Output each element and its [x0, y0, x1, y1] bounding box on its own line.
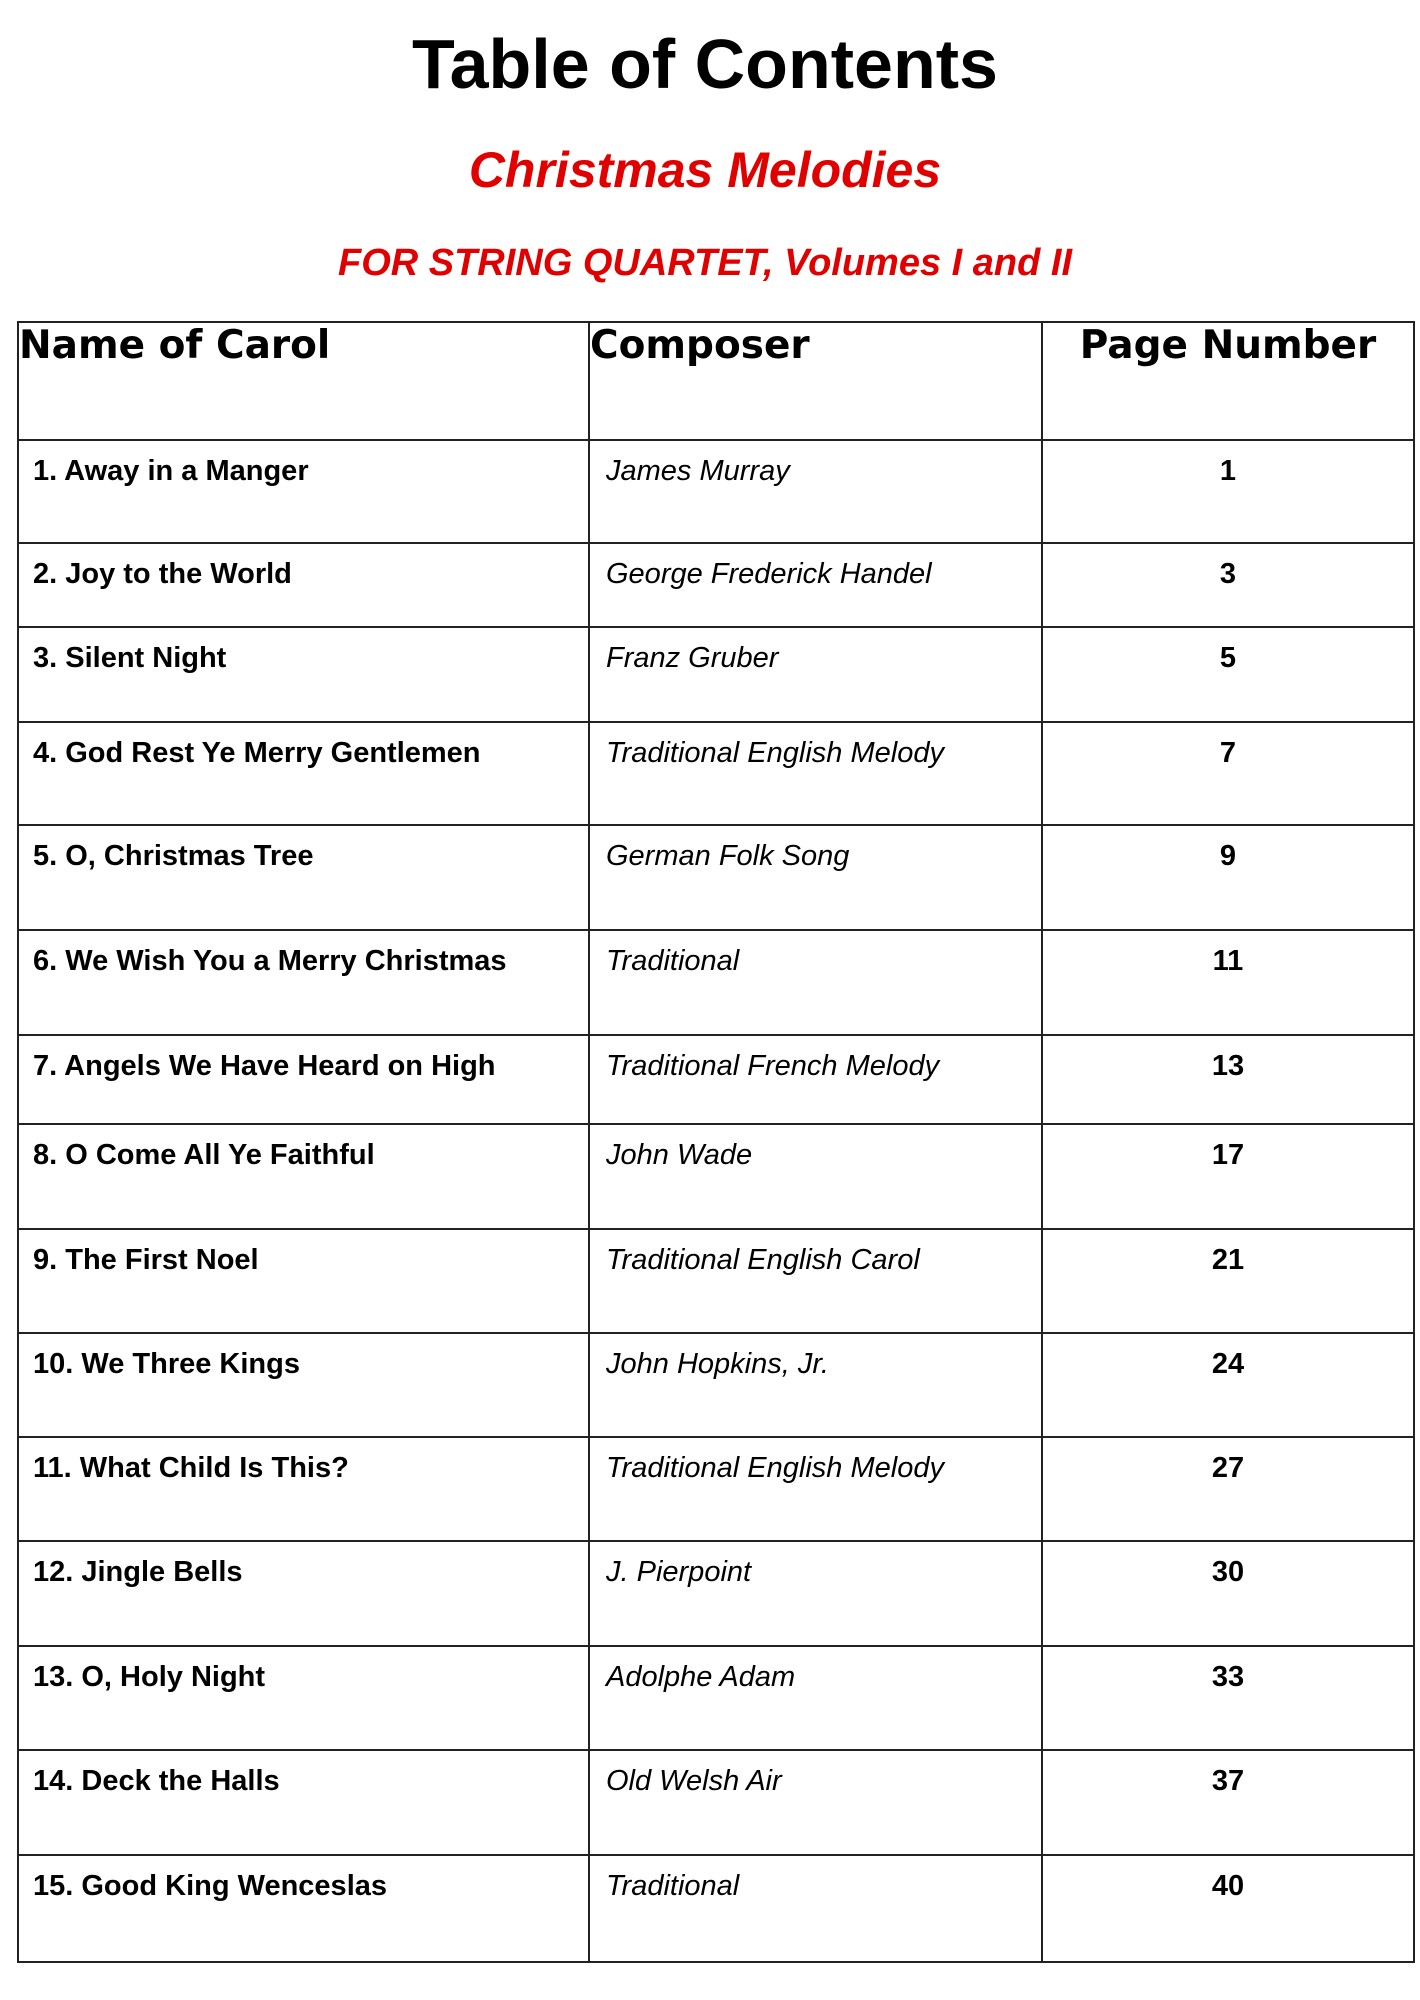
- page-number-cell: 21: [1042, 1229, 1414, 1333]
- composer-cell: Traditional: [589, 930, 1042, 1035]
- composer-cell: Traditional English Melody: [589, 722, 1042, 825]
- carol-name-cell: 14. Deck the Halls: [18, 1750, 589, 1855]
- carol-name-cell: 15. Good King Wenceslas: [18, 1855, 589, 1962]
- page-number-cell: 17: [1042, 1124, 1414, 1229]
- table-row: [18, 1750, 1414, 1855]
- table-row: [18, 1541, 1414, 1646]
- composer-cell: John Wade: [589, 1124, 1042, 1229]
- composer-cell: Traditional: [589, 1855, 1042, 1962]
- composer-cell: James Murray: [589, 440, 1042, 543]
- table-row: [18, 1035, 1414, 1124]
- composer-cell: J. Pierpoint: [589, 1541, 1042, 1646]
- page-title: Table of Contents: [412, 25, 998, 103]
- composer-cell: Adolphe Adam: [589, 1646, 1042, 1750]
- table-row: [18, 825, 1414, 930]
- header-composer: Composer: [589, 322, 1042, 440]
- table-row: [18, 1229, 1414, 1333]
- table-header-row: [18, 322, 1414, 440]
- page-number-cell: 30: [1042, 1541, 1414, 1646]
- composer-cell: Traditional French Melody: [589, 1035, 1042, 1124]
- table-body: [18, 440, 1414, 1962]
- page-number-cell: 3: [1042, 543, 1414, 627]
- carol-name-cell: 10. We Three Kings: [18, 1333, 589, 1437]
- volumes-subtitle: FOR STRING QUARTET, Volumes I and II: [337, 242, 1073, 284]
- page-number-cell: 24: [1042, 1333, 1414, 1437]
- table-row: [18, 1124, 1414, 1229]
- collection-subtitle: Christmas Melodies: [468, 142, 942, 198]
- carol-name-cell: 13. O, Holy Night: [18, 1646, 589, 1750]
- page-number-cell: 40: [1042, 1855, 1414, 1962]
- page-number-cell: 1: [1042, 440, 1414, 543]
- page-number-cell: 33: [1042, 1646, 1414, 1750]
- page-number-cell: 5: [1042, 627, 1414, 722]
- page-number-cell: 27: [1042, 1437, 1414, 1541]
- table-row: [18, 1646, 1414, 1750]
- carol-name-cell: 12. Jingle Bells: [18, 1541, 589, 1646]
- page-number-cell: 37: [1042, 1750, 1414, 1855]
- composer-cell: Traditional English Carol: [589, 1229, 1042, 1333]
- carol-name-cell: 9. The First Noel: [18, 1229, 589, 1333]
- composer-cell: Traditional English Melody: [589, 1437, 1042, 1541]
- table-row: [18, 627, 1414, 722]
- carol-name-cell: 5. O, Christmas Tree: [18, 825, 589, 930]
- table-row: [18, 1437, 1414, 1541]
- page-number-cell: 13: [1042, 1035, 1414, 1124]
- carol-name-cell: 4. God Rest Ye Merry Gentlemen: [18, 722, 589, 825]
- carol-name-cell: 1. Away in a Manger: [18, 440, 589, 543]
- table-row: [18, 440, 1414, 543]
- composer-cell: George Frederick Handel: [589, 543, 1042, 627]
- table-row: [18, 1333, 1414, 1437]
- carol-name-cell: 3. Silent Night: [18, 627, 589, 722]
- table-row: [18, 722, 1414, 825]
- page-number-cell: 7: [1042, 722, 1414, 825]
- carol-name-cell: 6. We Wish You a Merry Christmas: [18, 930, 589, 1035]
- composer-cell: Franz Gruber: [589, 627, 1042, 722]
- table-row: [18, 543, 1414, 627]
- carol-name-cell: 8. O Come All Ye Faithful: [18, 1124, 589, 1229]
- page-number-cell: 9: [1042, 825, 1414, 930]
- header-page-number: Page Number: [1042, 322, 1414, 440]
- composer-cell: German Folk Song: [589, 825, 1042, 930]
- table-row: [18, 1855, 1414, 1962]
- header-carol-name: Name of Carol: [18, 322, 589, 440]
- carol-name-cell: 2. Joy to the World: [18, 543, 589, 627]
- composer-cell: John Hopkins, Jr.: [589, 1333, 1042, 1437]
- table-row: [18, 930, 1414, 1035]
- contents-table: [17, 321, 1415, 1963]
- page-number-cell: 11: [1042, 930, 1414, 1035]
- carol-name-cell: 11. What Child Is This?: [18, 1437, 589, 1541]
- carol-name-cell: 7. Angels We Have Heard on High: [18, 1035, 589, 1124]
- composer-cell: Old Welsh Air: [589, 1750, 1042, 1855]
